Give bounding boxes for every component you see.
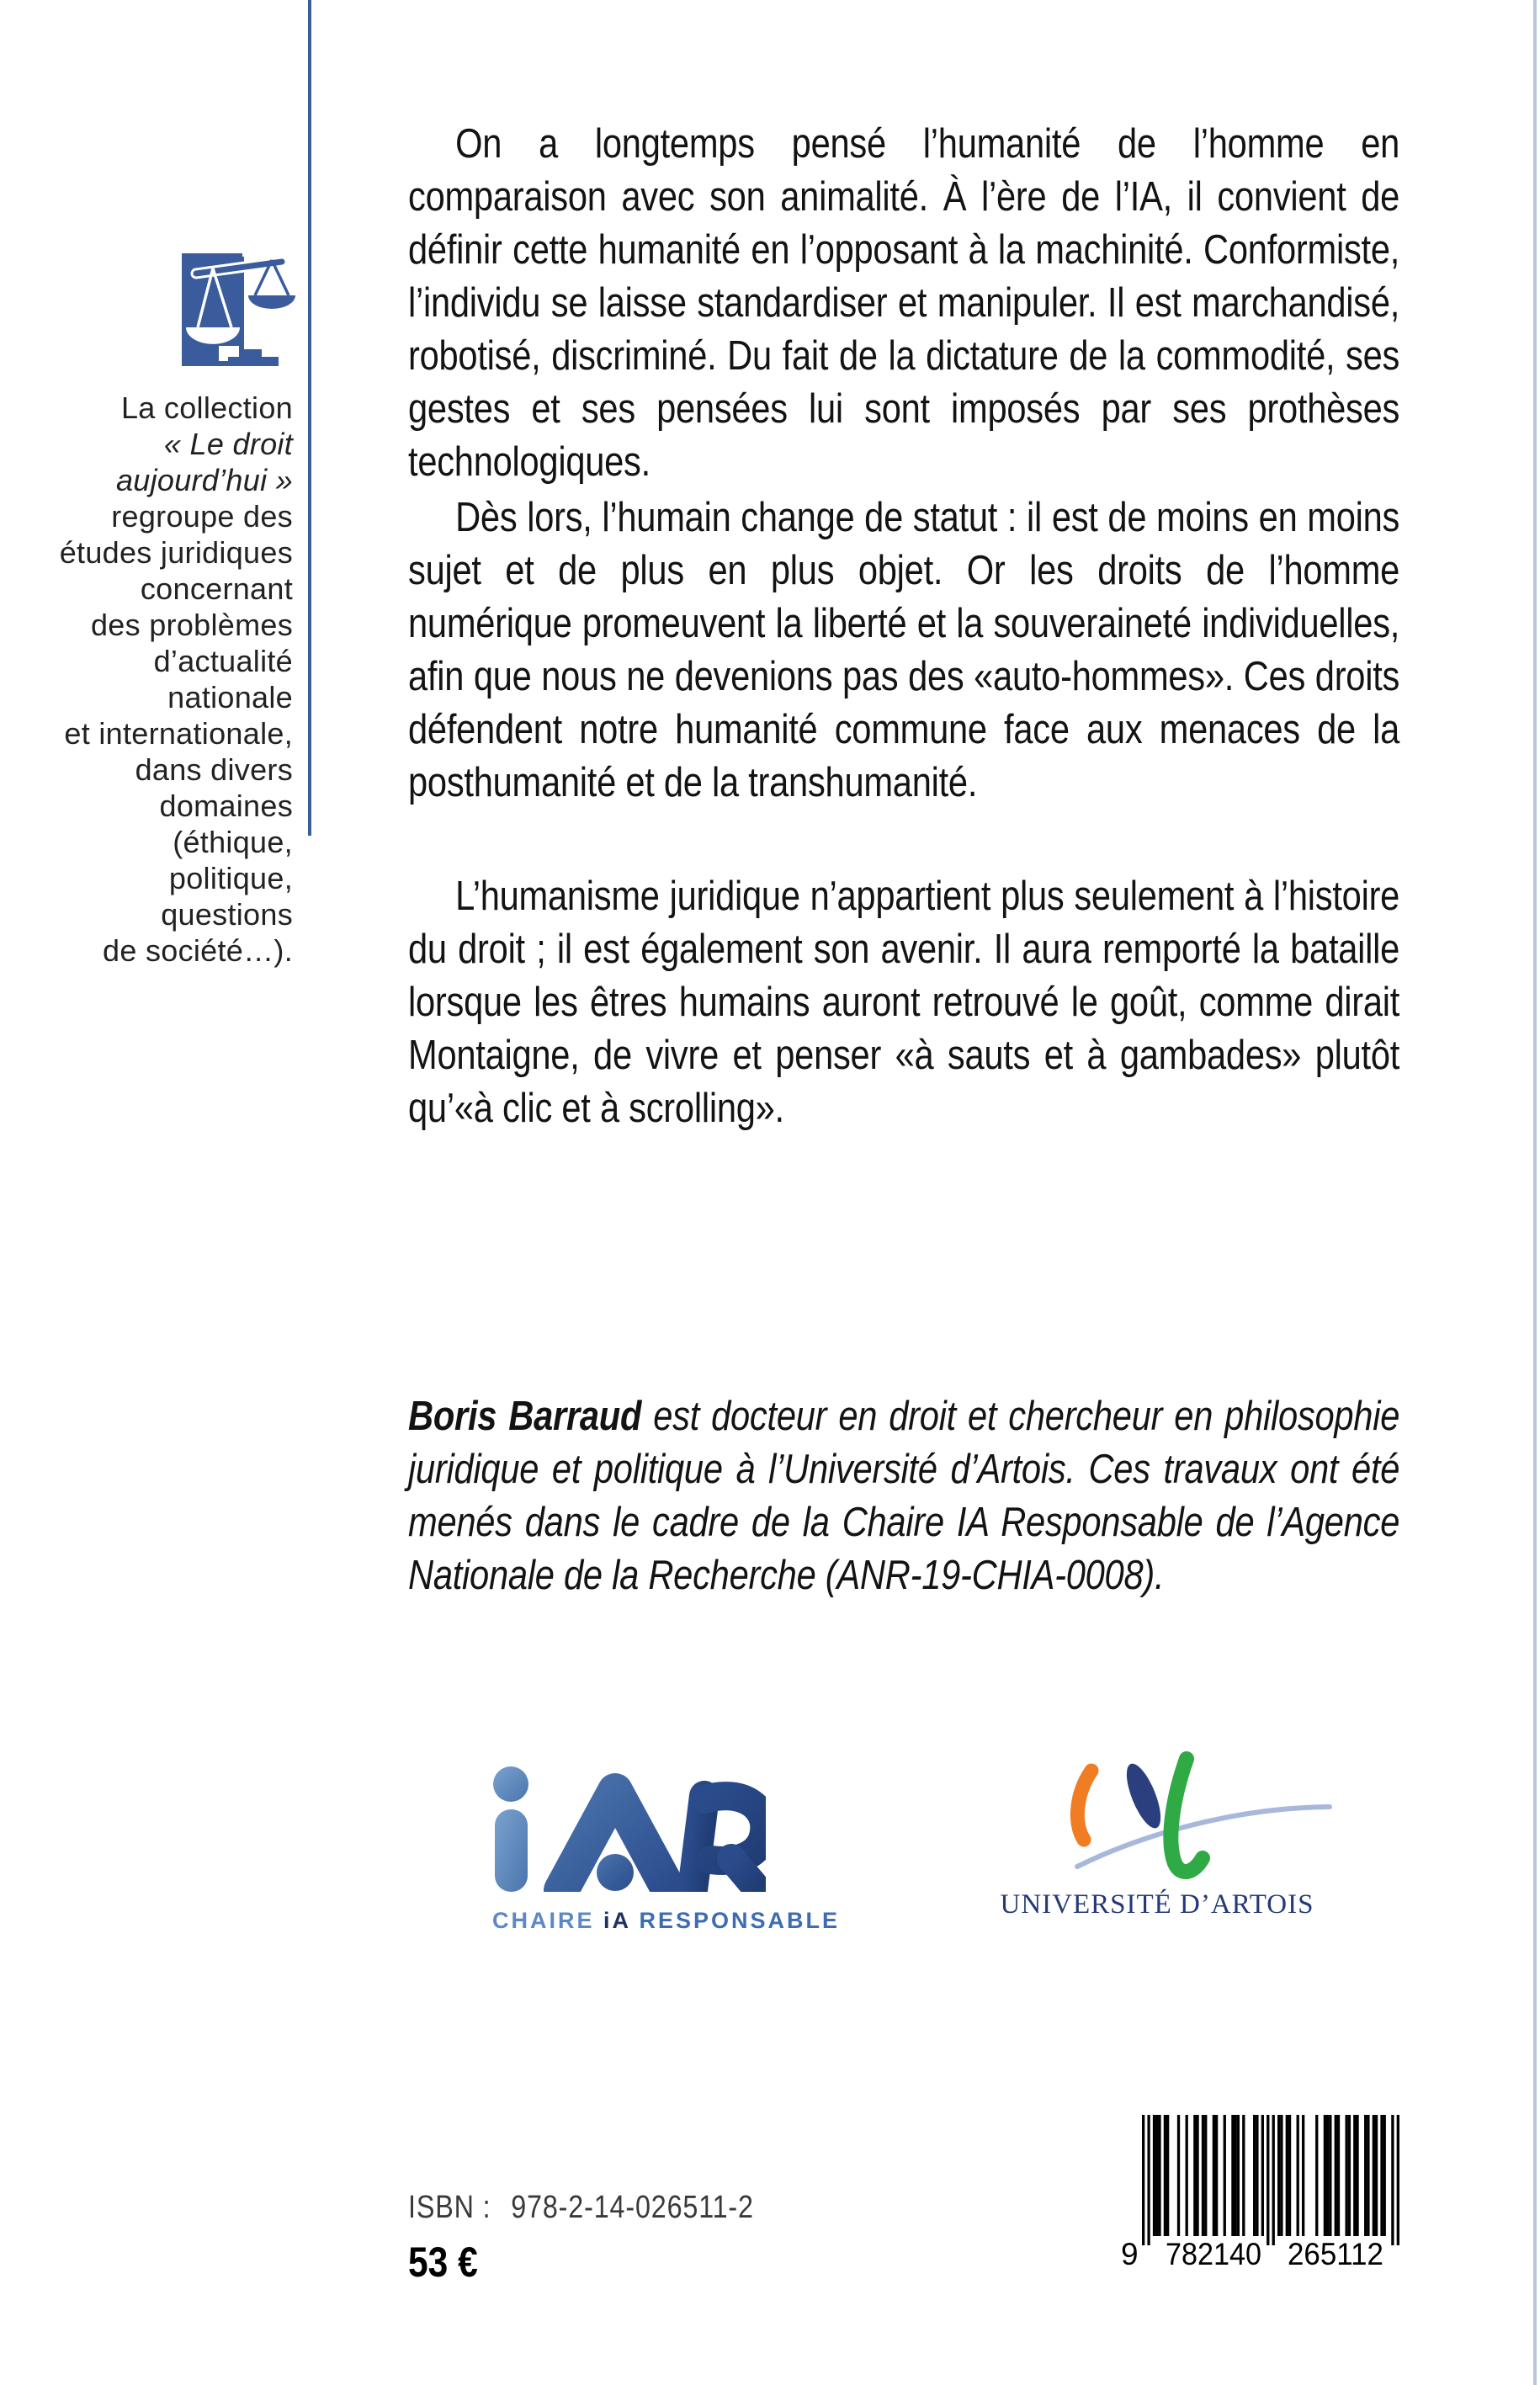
collection-blurb-line: de société…). [103,933,293,968]
collection-blurb-line: « Le droit [163,427,293,461]
artois-label: UNIVERSITÉ D’ARTOIS [1000,1889,1314,1920]
iar-tagline-part: iA [603,1908,631,1933]
paragraph-2: Dès lors, l’humain change de statut : il est de moins en moins sujet et de plus en plus objet. Or les droits de l’homme numérique promeuvent la liberté et la souveraineté individuelles, afin que nous ne devenions pas des «auto-hommes». Ces droits défendent notre humanité commune face aux menaces de la posthumanité et de la transhumanité. [408,495,1400,805]
collection-blurb-line: regroupe des [111,499,293,534]
price: 53 € [408,2239,478,2286]
cover-edge-line [1533,0,1537,2385]
author-name: Boris Barraud [408,1394,642,1439]
collection-blurb-line: concernant [140,571,293,606]
collection-blurb-line: dans divers [135,752,293,787]
paragraph-3: L’humanisme juridique n’appartient plus seulement à l’histoire du droit ; il est également son avenir. Il aura remporté la bataille lorsque les êtres humains auront retrouvé le goût, comme dirait Montaigne, de vivre et penser «à sauts et à gambades» plutôt qu’«à clic et à scrolling». [408,874,1400,1131]
collection-blurb-line: aujourd’hui » [115,463,293,497]
collection-blurb-line: et internationale, [64,716,293,751]
barcode-digits: 265112 [1288,2237,1383,2271]
collection-blurb-line: des problèmes [90,608,293,642]
iar-logo [492,1766,841,1934]
author-bio [408,1390,1399,1602]
collection-blurb-line: études juridiques [59,535,293,570]
isbn-label: ISBN : [408,2190,491,2225]
collection-blurb-line: politique, questions [161,861,293,932]
isbn-line [408,2190,1052,2226]
collection-blurb-line: d’actualité [153,644,293,678]
collection-blurb-line: domaines (éthique, [159,789,293,859]
barcode [1119,2115,1405,2271]
isbn-number: 978-2-14-026511-2 [511,2190,754,2225]
author-bio-text: est docteur en droit et chercheur en philosophie juridique et politique à l’Université d’Artois. Ces travaux ont été menés dans le cadre de la Chaire IA Responsable de l’Agence Nationale de la Recherche (ANR-19-CHIA-0008). [408,1394,1400,1598]
barcode-svg [1119,2115,1405,2271]
artois-mark-icon [980,1749,1334,1883]
collection-blurb-line: La collection [120,390,293,425]
collection-blurb [32,390,293,969]
sidebar-divider-line [308,0,311,836]
universite-artois-logo [980,1749,1334,1920]
iar-tagline-part: CHAIRE [492,1908,604,1933]
barcode-digits: 9 [1121,2237,1139,2271]
iar-tagline-part: RESPONSABLE [630,1908,841,1933]
isbn-block [408,2190,1052,2287]
iar-tagline [492,1908,841,1934]
iar-wordmark-icon [492,1766,766,1892]
scales-of-justice-icon [179,247,297,373]
paragraph-1: On a longtemps pensé l’humanité de l’homme en comparaison avec son animalité. À l’ère de l’IA, il convient de définir cette humanité en l’opposant à la machinité. Conformiste, l’individu se laisse standardiser et manipuler. Il est marchandisé, robotisé, discriminé. Du fait de la dictature de la commodité, ses gestes et ses pensées lui sont imposés par ses prothèses technologiques. [408,121,1400,485]
collection-blurb-line: nationale [167,680,293,714]
barcode-digits: 782140 [1166,2237,1261,2271]
